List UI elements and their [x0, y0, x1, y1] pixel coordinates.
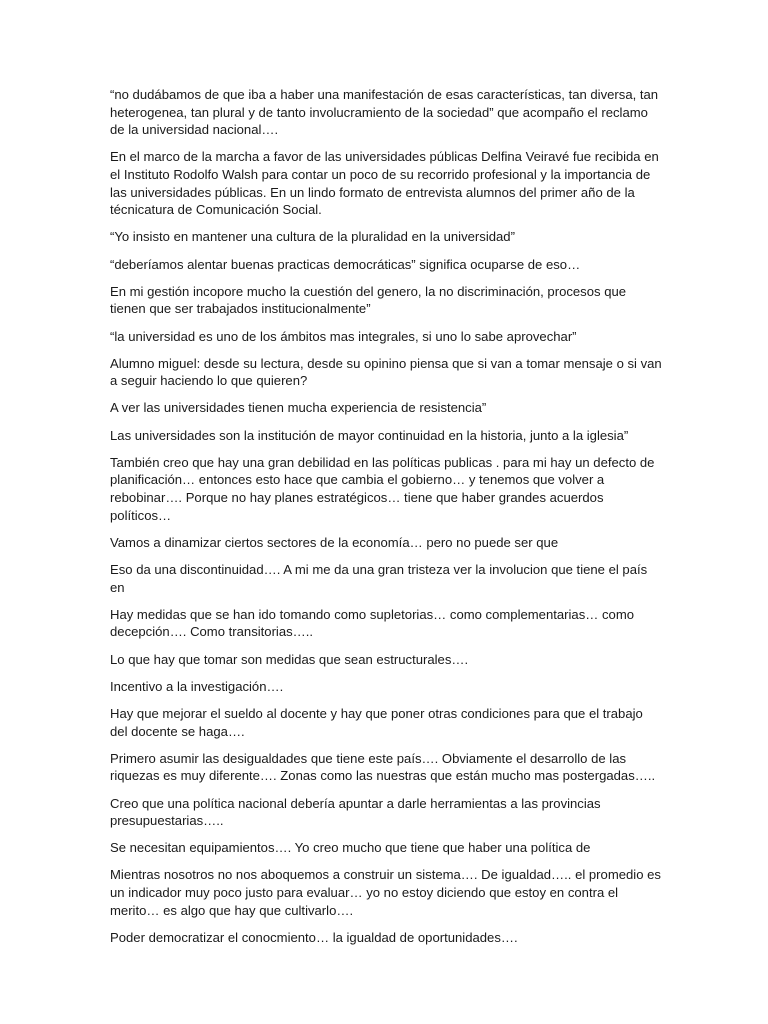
paragraph-11: Vamos a dinamizar ciertos sectores de la economía… pero no puede ser que: [110, 534, 559, 550]
paragraph-4: “deberíamos alentar buenas practicas democráticas” significa ocuparse de eso…: [110, 256, 581, 272]
paragraph-18: Creo que una política nacional debería apuntar a darle herramientas a las provincias presupuestarias…..: [110, 795, 601, 829]
paragraph-1: “no dudábamos de que iba a haber una manifestación de esas características, tan diversa, tan heterogenea, tan plural y de tanto involucramiento de la sociedad” que acompaño el reclamo de la universidad nacional….: [110, 87, 659, 138]
paragraph-12: Eso da una discontinuidad…. A mi me da una gran tristeza ver la involucion que tiene el país en: [110, 562, 648, 595]
paragraph-17: Primero asumir las desigualdades que tiene este país…. Obviamente el desarrollo de las riquezas es muy diferente…. Zonas como las nuestras que están mucho mas postergadas…..: [110, 750, 656, 784]
paragraph-19: Se necesitan equipamientos…. Yo creo mucho que tiene que haber una política de: [110, 840, 591, 856]
paragraph-14: Lo que hay que tomar son medidas que sean estructurales….: [110, 651, 469, 667]
document-page: [110, 86, 662, 956]
paragraph-5: En mi gestión incopore mucho la cuestión del genero, la no discriminación, procesos que tienen que ser trabajados institucionalmente”: [110, 283, 627, 317]
paragraph-16: Hay que mejorar el sueldo al docente y hay que poner otras condiciones para que el trabajo del docente se haga….: [110, 705, 643, 739]
paragraph-7: Alumno miguel: desde su lectura, desde su opinino piensa que si van a tomar mensaje o si van a seguir haciendo lo que quieren?: [110, 355, 662, 389]
paragraph-13: Hay medidas que se han ido tomando como supletorias… como complementarias… como decepción…. Como transitorias…..: [110, 606, 635, 640]
paragraph-2: En el marco de la marcha a favor de las universidades públicas Delfina Veiravé fue recibida en el Instituto Rodolfo Walsh para contar un poco de su recorrido profesional y la importancia de las universidades públicas. En un lindo formato de entrevista alumnos del primer año de la técnicatura de Comunicación Social.: [110, 149, 659, 218]
paragraph-9: Las universidades son la institución de mayor continuidad en la historia, junto a la iglesia”: [110, 427, 629, 443]
paragraph-10: También creo que hay una gran debilidad en las políticas publicas . para mi hay un defecto de planificación… entonces esto hace que cambia el gobierno… y tenemos que volver a rebobinar…. Porque no hay planes estratégicos… tiene que haber grandes acuerdos políticos…: [110, 454, 655, 523]
paragraph-8: A ver las universidades tienen mucha experiencia de resistencia”: [110, 400, 487, 416]
paragraph-15: Incentivo a la investigación….: [110, 678, 284, 694]
paragraph-3: “Yo insisto en mantener una cultura de la pluralidad en la universidad”: [110, 229, 515, 245]
paragraph-20: Mientras nosotros no nos aboquemos a construir un sistema…. De igualdad….. el promedio es un indicador muy poco justo para evaluar… yo no estoy diciendo que estoy en contra el merito… es algo que hay que cultivarlo….: [110, 867, 661, 918]
paragraph-21: Poder democratizar el conocmiento… la igualdad de oportunidades….: [110, 929, 518, 945]
paragraph-6: “la universidad es uno de los ámbitos mas integrales, si uno lo sabe aprovechar”: [110, 328, 577, 344]
